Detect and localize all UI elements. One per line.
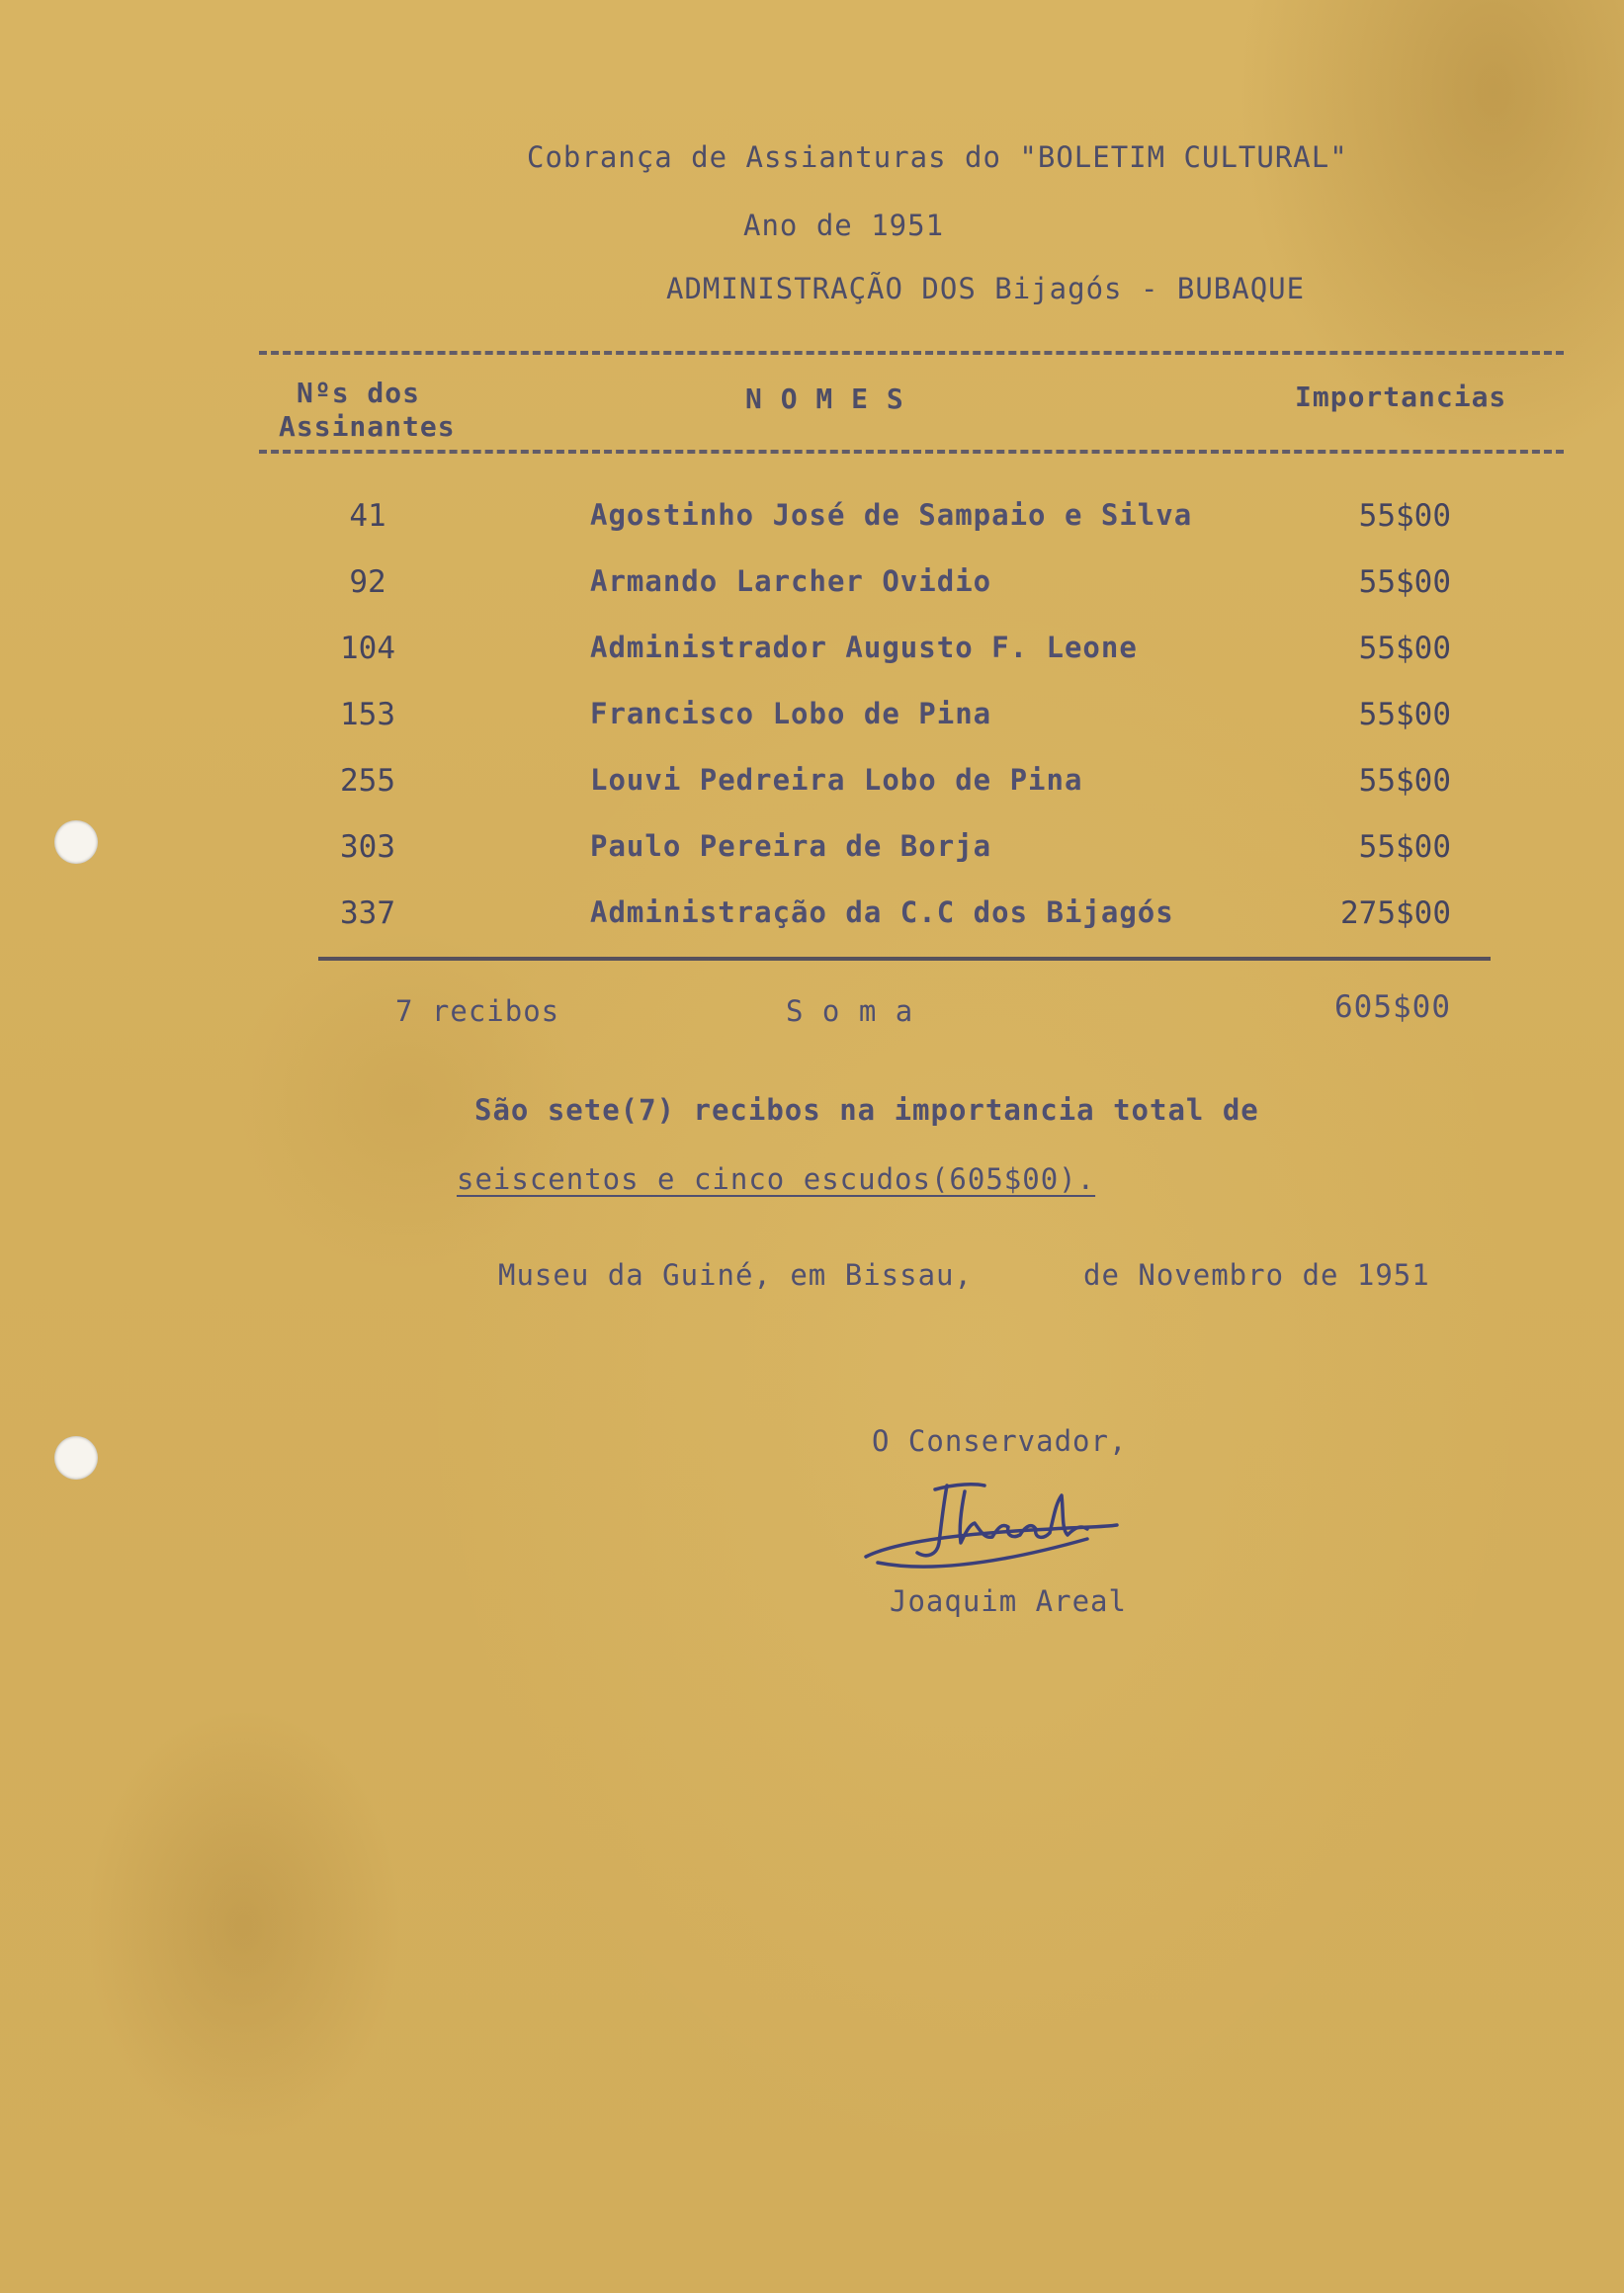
column-header-names: N O M E S (745, 382, 904, 415)
subscriber-name: Armando Larcher Ovidio (590, 564, 992, 598)
subscriber-amount: 55$00 (1358, 631, 1451, 666)
table-row (0, 763, 1624, 812)
subscriber-number: 104 (340, 631, 395, 666)
subscriber-amount: 55$00 (1358, 763, 1451, 799)
summary-line-2: seiscentos e cinco escudos(605$00). (457, 1162, 1096, 1196)
subscriber-number: 255 (340, 763, 395, 799)
subscriber-amount: 55$00 (1358, 564, 1451, 600)
table-row (0, 895, 1624, 945)
sum-total: 605$00 (1334, 989, 1451, 1025)
subscriber-number: 153 (340, 697, 395, 732)
subscriber-name: Administrador Augusto F. Leone (590, 631, 1138, 664)
column-header-amounts: Importancias (1295, 381, 1507, 413)
document-year: Ano de 1951 (743, 209, 945, 242)
handwritten-signature (858, 1478, 1135, 1596)
column-header-number-line2: Assinantes (279, 410, 456, 443)
punch-hole-bottom (54, 1436, 98, 1480)
subscriber-name: Francisco Lobo de Pina (590, 697, 992, 730)
subscriber-amount: 55$00 (1358, 829, 1451, 865)
subscriber-number: 41 (349, 498, 386, 534)
subscriber-name: Administração da C.C dos Bijagós (590, 895, 1174, 929)
table-row (0, 564, 1624, 614)
table-row (0, 498, 1624, 548)
total-rule (318, 957, 1491, 961)
subscriber-amount: 275$00 (1340, 895, 1451, 931)
table-row (0, 829, 1624, 879)
subscriber-name: Louvi Pedreira Lobo de Pina (590, 763, 1083, 797)
summary-line-1: São sete(7) recibos na importancia total de (474, 1093, 1259, 1127)
table-row (0, 631, 1624, 680)
sum-label: S o m a (786, 994, 914, 1028)
signatory-name: Joaquim Areal (890, 1584, 1127, 1618)
document-administration: ADMINISTRAÇÃO DOS Bijagós - BUBAQUE (666, 272, 1306, 305)
subscriber-number: 303 (340, 829, 395, 865)
subscriber-name: Paulo Pereira de Borja (590, 829, 992, 863)
signatory-role: O Conservador, (872, 1424, 1128, 1458)
table-row (0, 697, 1624, 746)
subscriber-number: 92 (349, 564, 386, 600)
receipts-count: 7 recibos (395, 994, 560, 1028)
document-title: Cobrança de Assianturas do "BOLETIM CULTURAL" (527, 140, 1348, 174)
header-top-rule (259, 351, 1564, 355)
header-bottom-rule (259, 450, 1564, 454)
subscriber-amount: 55$00 (1358, 498, 1451, 534)
place: Museu da Guiné, em Bissau, (498, 1258, 973, 1292)
date: de Novembro de 1951 (1083, 1258, 1430, 1292)
subscriber-amount: 55$00 (1358, 697, 1451, 732)
subscriber-number: 337 (340, 895, 395, 931)
column-header-number-line1: Nºs dos (297, 377, 421, 409)
subscriber-name: Agostinho José de Sampaio e Silva (590, 498, 1193, 532)
